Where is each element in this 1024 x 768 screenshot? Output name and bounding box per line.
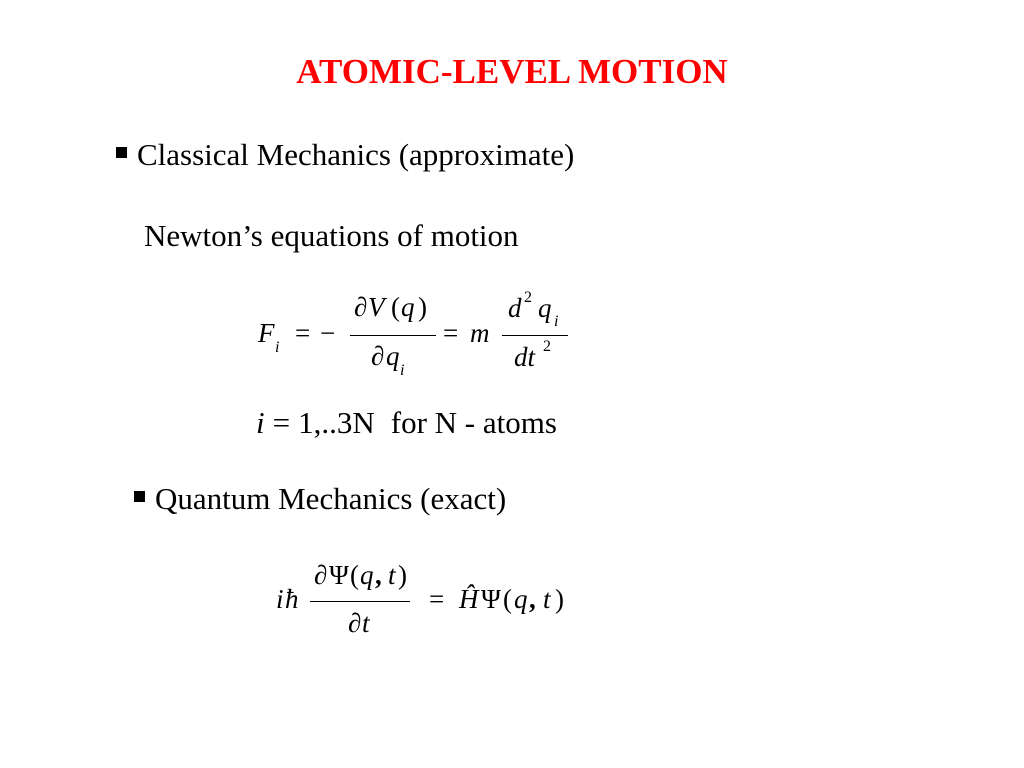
eq-dt: dt	[514, 342, 536, 372]
eq-subscript-i-bottom: i	[400, 362, 405, 379]
eq-equals: =	[429, 584, 445, 614]
eq-lparen: (	[391, 292, 400, 322]
bullet-classical	[116, 137, 574, 173]
bullet-square-icon	[134, 491, 145, 502]
range-values: 1,..3N	[298, 405, 375, 440]
atom-range-statement	[256, 405, 557, 441]
eq-superscript-2-top: 2	[524, 289, 532, 306]
eq-equals-1: =	[295, 318, 311, 348]
eq-minus: −	[320, 318, 336, 348]
eq-q-bottom: q	[386, 341, 400, 371]
schrodinger-equation	[276, 556, 596, 646]
eq-symbol-V: V	[368, 292, 385, 322]
eq-comma: ,	[529, 584, 536, 614]
eq-rparen: )	[418, 292, 427, 322]
fraction-bar-1	[350, 335, 436, 336]
eq-superscript-2-bottom: 2	[543, 338, 551, 355]
eq-rparen-top: )	[398, 560, 407, 590]
newton-equation	[258, 290, 578, 380]
eq-partial-top: ∂	[314, 560, 328, 590]
range-equals: =	[272, 405, 291, 440]
eq-subscript-i: i	[275, 339, 280, 356]
eq-hbar: ħ	[285, 584, 299, 614]
fraction-bar-2	[502, 335, 568, 336]
eq-equals-2: =	[443, 318, 459, 348]
eq-subscript-i-right: i	[554, 313, 559, 330]
eq-rparen: )	[555, 584, 564, 614]
eq-symbol-F: F	[258, 318, 275, 348]
range-variable: i	[256, 405, 265, 440]
quantum-heading: Quantum Mechanics (exact)	[155, 481, 507, 516]
eq-q-top: q	[360, 560, 374, 590]
eq-lparen-top: (	[350, 560, 359, 590]
eq-symbol-m: m	[470, 318, 490, 348]
eq-lparen: (	[503, 584, 512, 614]
eq-t-bottom: t	[362, 608, 370, 638]
eq-partial-bottom: ∂	[348, 608, 362, 638]
eq-q: q	[514, 584, 528, 614]
eq-comma-top: ,	[375, 560, 382, 590]
eq-t-top: t	[388, 560, 396, 590]
slide-title: ATOMIC-LEVEL MOTION	[296, 52, 728, 91]
eq-hamiltonian: Ĥ	[459, 584, 479, 614]
classical-heading: Classical Mechanics (approximate)	[137, 137, 575, 172]
range-tail: for N - atoms	[390, 405, 557, 440]
newton-subheading: Newton’s equations of motion	[144, 218, 519, 253]
eq-imaginary-i: i	[276, 584, 284, 614]
eq-d-top: d	[508, 293, 522, 323]
eq-partial-top: ∂	[354, 292, 368, 322]
eq-q-right: q	[538, 293, 552, 323]
bullet-quantum	[134, 481, 506, 517]
eq-psi-top: Ψ	[329, 560, 349, 590]
eq-partial-bottom: ∂	[371, 341, 385, 371]
eq-t: t	[543, 584, 551, 614]
eq-q-top: q	[401, 292, 415, 322]
bullet-square-icon	[116, 147, 127, 158]
fraction-bar-3	[310, 601, 410, 602]
eq-psi: Ψ	[481, 584, 501, 614]
